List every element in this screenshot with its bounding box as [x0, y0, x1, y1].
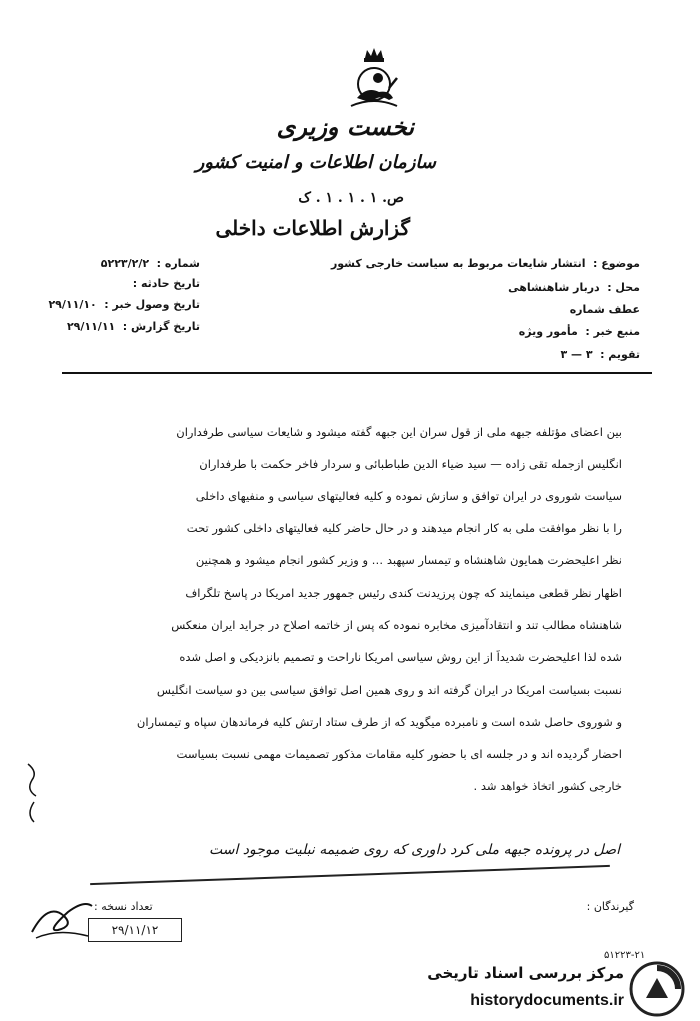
- subject-label: موضوع :: [593, 257, 640, 270]
- body-line: و شوروی حاصل شده است و نامبرده میگوید که از طرف ستاد ارتش کلیه فرماندهان سپاه و تیمساران: [136, 715, 622, 729]
- body-line: بین اعضای مؤتلفه جبهه ملی از قول سران این جبهه گفته میشود و شایعات سیاسی طرفداران: [176, 425, 622, 439]
- body-line: نظر اعلیحضرت همایون شاهنشاه و تیمسار سپهبد … و وزیر کشور انجام میشود و همچنین: [195, 553, 622, 567]
- archive-logo-icon: [628, 960, 686, 1018]
- handwritten-note: اصل در پرونده جبهه ملی کرد داوری که روی ضمیمه نبلیت موجود است: [208, 842, 620, 858]
- date-stamp: ۲۹/۱۱/۱۲: [88, 918, 182, 942]
- ministry-heading: نخست وزیری: [276, 112, 414, 141]
- evaluation-value: ۳ — ۳: [560, 348, 593, 361]
- receipt-date-value: ۲۹/۱۱/۱۰: [48, 298, 97, 311]
- subject-value: انتشار شایعات مربوط به سیاست خارجی کشور: [330, 257, 586, 270]
- lion-and-sun-emblem: [345, 48, 403, 114]
- header-divider: [62, 372, 652, 374]
- body-line: نسبت بسیاست امریکا در ایران گرفته اند و روی همین اصل توافق سیاسی بین دو سیاست انگلیس: [156, 683, 622, 697]
- body-line: سیاست شوروی در ایران توافق و سازش نموده و کلیه فعالیتهای سیاسی و منفیهای داخلی: [195, 489, 622, 503]
- body-line: خارجی کشور اتخاذ خواهد شد .: [473, 779, 622, 793]
- document-code: ص. ۱ . ۱ . ۱ . ک: [298, 190, 404, 206]
- receipt-date-label: تاریخ وصول خبر :: [104, 298, 200, 311]
- body-line: انگلیس ازجمله تقی زاده — سید ضیاء الدین طباطبائی و سردار فاخر حکمت با طرفداران: [199, 457, 622, 471]
- report-date-value: ۲۹/۱۱/۱۱: [66, 320, 116, 333]
- evaluation-label: تقویم :: [600, 348, 640, 361]
- body-line: شده لذا اعلیحضرت شدیداً از این روش سیاسی امریکا ناراحت و تصمیم بانزدیکی و اصل شده: [179, 650, 622, 664]
- reference-label: عطف شماره: [569, 303, 640, 316]
- source-value: مأمور ویژه: [518, 325, 578, 338]
- body-line: احضار گردیده اند و در جلسه ای با حضور کلیه مقامات مذکور تصمیمات مهمی نسبت بسیاست: [176, 747, 622, 761]
- distribution-label: گیرندگان :: [586, 900, 634, 913]
- number-label: شماره :: [156, 257, 200, 270]
- margin-number: ۵۱۲۲۳-۲۱: [604, 950, 646, 961]
- place-row: [508, 281, 640, 294]
- event-date-label: تاریخ حادثه :: [132, 277, 200, 290]
- report-date-row: [67, 320, 200, 333]
- signature: [28, 892, 98, 942]
- evaluation-row: [560, 348, 640, 361]
- body-line: شاهنشاه مطالب تند و انتقادآمیزی مخابره نموده که پس از خاتمه اصلاح در جراید ایران منعکس: [171, 618, 622, 632]
- copies-label: تعداد نسخه :: [94, 900, 153, 913]
- place-label: محل :: [607, 281, 640, 294]
- report-title: گزارش اطلاعات داخلی: [215, 216, 410, 240]
- source-label: منبع خبر :: [585, 325, 640, 338]
- watermark: [424, 960, 686, 1018]
- receipt-date-row: [48, 298, 200, 311]
- source-row: [519, 325, 640, 338]
- reference-row: [570, 303, 640, 316]
- margin-mark: [24, 800, 42, 840]
- watermark-url: historydocuments.ir: [470, 992, 624, 1009]
- watermark-title: مرکز بررسی اسناد تاریخی: [427, 964, 624, 982]
- event-date-row: [133, 277, 200, 290]
- body-line: را با نظر موافقت ملی به کار انجام میدهند و در حال حاضر کلیه فعالیتهای داخلی کشور تحت: [186, 521, 622, 535]
- body-line: اظهار نظر قطعی مینمایند که چون پرزیدنت کندی رئیس جمهور جدید امریکا در پاسخ تلگراف: [185, 586, 622, 600]
- organization-heading: سازمان اطلاعات و امنیت کشور: [195, 152, 436, 173]
- report-date-label: تاریخ گزارش :: [122, 320, 200, 333]
- place-value: دربار شاهنشاهی: [508, 281, 600, 294]
- number-row: [101, 257, 200, 270]
- subject-row: [331, 257, 640, 270]
- margin-mark: [24, 760, 42, 800]
- number-value: ۵۲۲۳/۲/۲: [100, 257, 150, 270]
